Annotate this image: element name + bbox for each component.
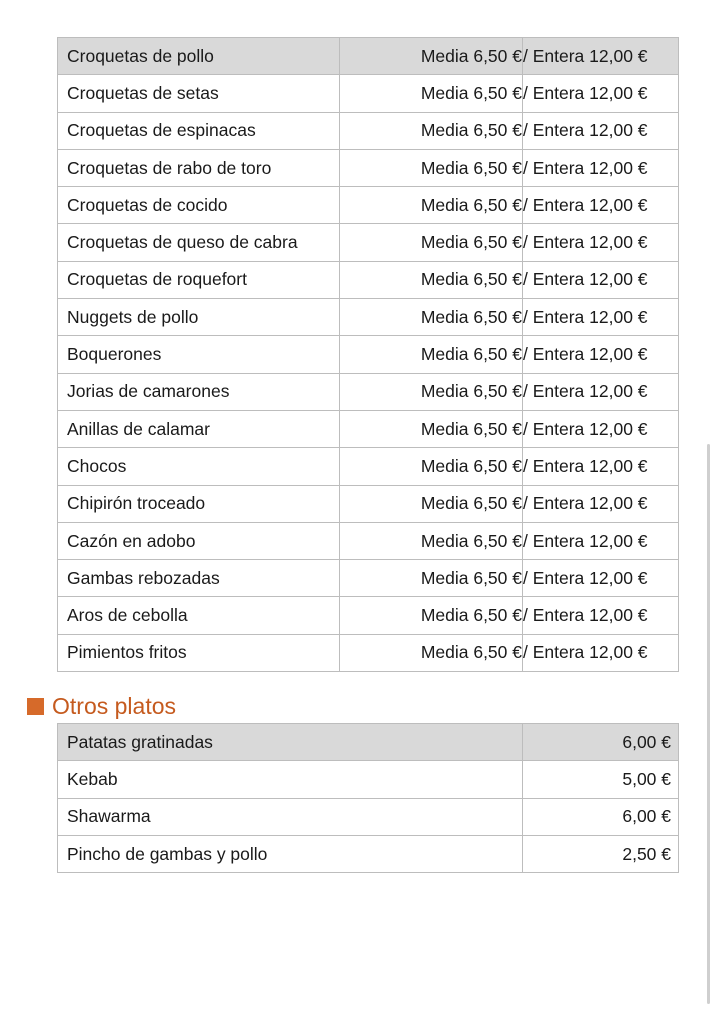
dish-name: Boquerones [58,336,340,373]
dish-name: Croquetas de cocido [58,187,340,224]
dish-name: Croquetas de roquefort [58,261,340,298]
table-row [58,187,679,224]
dish-name: Jorias de camarones [58,373,340,410]
table-row [58,485,679,522]
dish-name: Kebab [58,761,523,798]
table-row [58,560,679,597]
price-media: Media 6,50 € [340,336,523,373]
table-row [58,634,679,671]
section-square-icon [27,698,44,715]
table-row [58,761,679,798]
price-entera: / Entera 12,00 € [523,187,679,224]
table-row [58,149,679,186]
price-media: Media 6,50 € [340,485,523,522]
price-entera: / Entera 12,00 € [523,149,679,186]
price-entera: / Entera 12,00 € [523,336,679,373]
price-entera: / Entera 12,00 € [523,410,679,447]
price-media: Media 6,50 € [340,448,523,485]
dish-name: Croquetas de rabo de toro [58,149,340,186]
table-row [58,299,679,336]
price-entera: / Entera 12,00 € [523,112,679,149]
price-media: Media 6,50 € [340,38,523,75]
price-media: Media 6,50 € [340,634,523,671]
dish-name: Cazón en adobo [58,522,340,559]
price-media: Media 6,50 € [340,261,523,298]
table-row [58,448,679,485]
table-row [58,522,679,559]
price-entera: / Entera 12,00 € [523,560,679,597]
dish-name: Pincho de gambas y pollo [58,835,523,872]
table-row [58,835,679,872]
table-row [58,112,679,149]
price-media: Media 6,50 € [340,75,523,112]
dish-name: Croquetas de pollo [58,38,340,75]
price-media: Media 6,50 € [340,560,523,597]
price-media: Media 6,50 € [340,410,523,447]
section-title: Otros platos [52,692,176,719]
price-entera: / Entera 12,00 € [523,634,679,671]
dish-name: Croquetas de setas [58,75,340,112]
price-entera: / Entera 12,00 € [523,485,679,522]
table-row [58,261,679,298]
price-media: Media 6,50 € [340,373,523,410]
table-row [58,597,679,634]
table-row [58,410,679,447]
price-entera: / Entera 12,00 € [523,38,679,75]
price-entera: / Entera 12,00 € [523,224,679,261]
price-media: Media 6,50 € [340,224,523,261]
dish-price: 6,00 € [523,798,679,835]
dish-name: Aros de cebolla [58,597,340,634]
dish-name: Anillas de calamar [58,410,340,447]
dish-name: Patatas gratinadas [58,724,523,761]
price-media: Media 6,50 € [340,187,523,224]
table-row [58,336,679,373]
price-entera: / Entera 12,00 € [523,597,679,634]
dish-price: 2,50 € [523,835,679,872]
dish-name: Shawarma [58,798,523,835]
table-row [58,75,679,112]
price-media: Media 6,50 € [340,149,523,186]
price-entera: / Entera 12,00 € [523,522,679,559]
price-entera: / Entera 12,00 € [523,373,679,410]
table-row [58,724,679,761]
price-media: Media 6,50 € [340,112,523,149]
price-entera: / Entera 12,00 € [523,299,679,336]
table-row [58,373,679,410]
dish-name: Croquetas de queso de cabra [58,224,340,261]
price-media: Media 6,50 € [340,299,523,336]
dish-name: Pimientos fritos [58,634,340,671]
price-entera: / Entera 12,00 € [523,75,679,112]
price-entera: / Entera 12,00 € [523,261,679,298]
price-media: Media 6,50 € [340,522,523,559]
dish-name: Chocos [58,448,340,485]
table-row [58,38,679,75]
dish-name: Chipirón troceado [58,485,340,522]
dish-name: Gambas rebozadas [58,560,340,597]
croquetas-price-table [57,37,679,672]
section-heading-otros-platos [27,692,176,720]
price-entera: / Entera 12,00 € [523,448,679,485]
dish-name: Croquetas de espinacas [58,112,340,149]
table-row [58,224,679,261]
table-row [58,798,679,835]
price-media: Media 6,50 € [340,597,523,634]
dish-price: 6,00 € [523,724,679,761]
otros-platos-price-table [57,723,679,873]
scrollbar[interactable] [707,444,710,1004]
dish-name: Nuggets de pollo [58,299,340,336]
dish-price: 5,00 € [523,761,679,798]
